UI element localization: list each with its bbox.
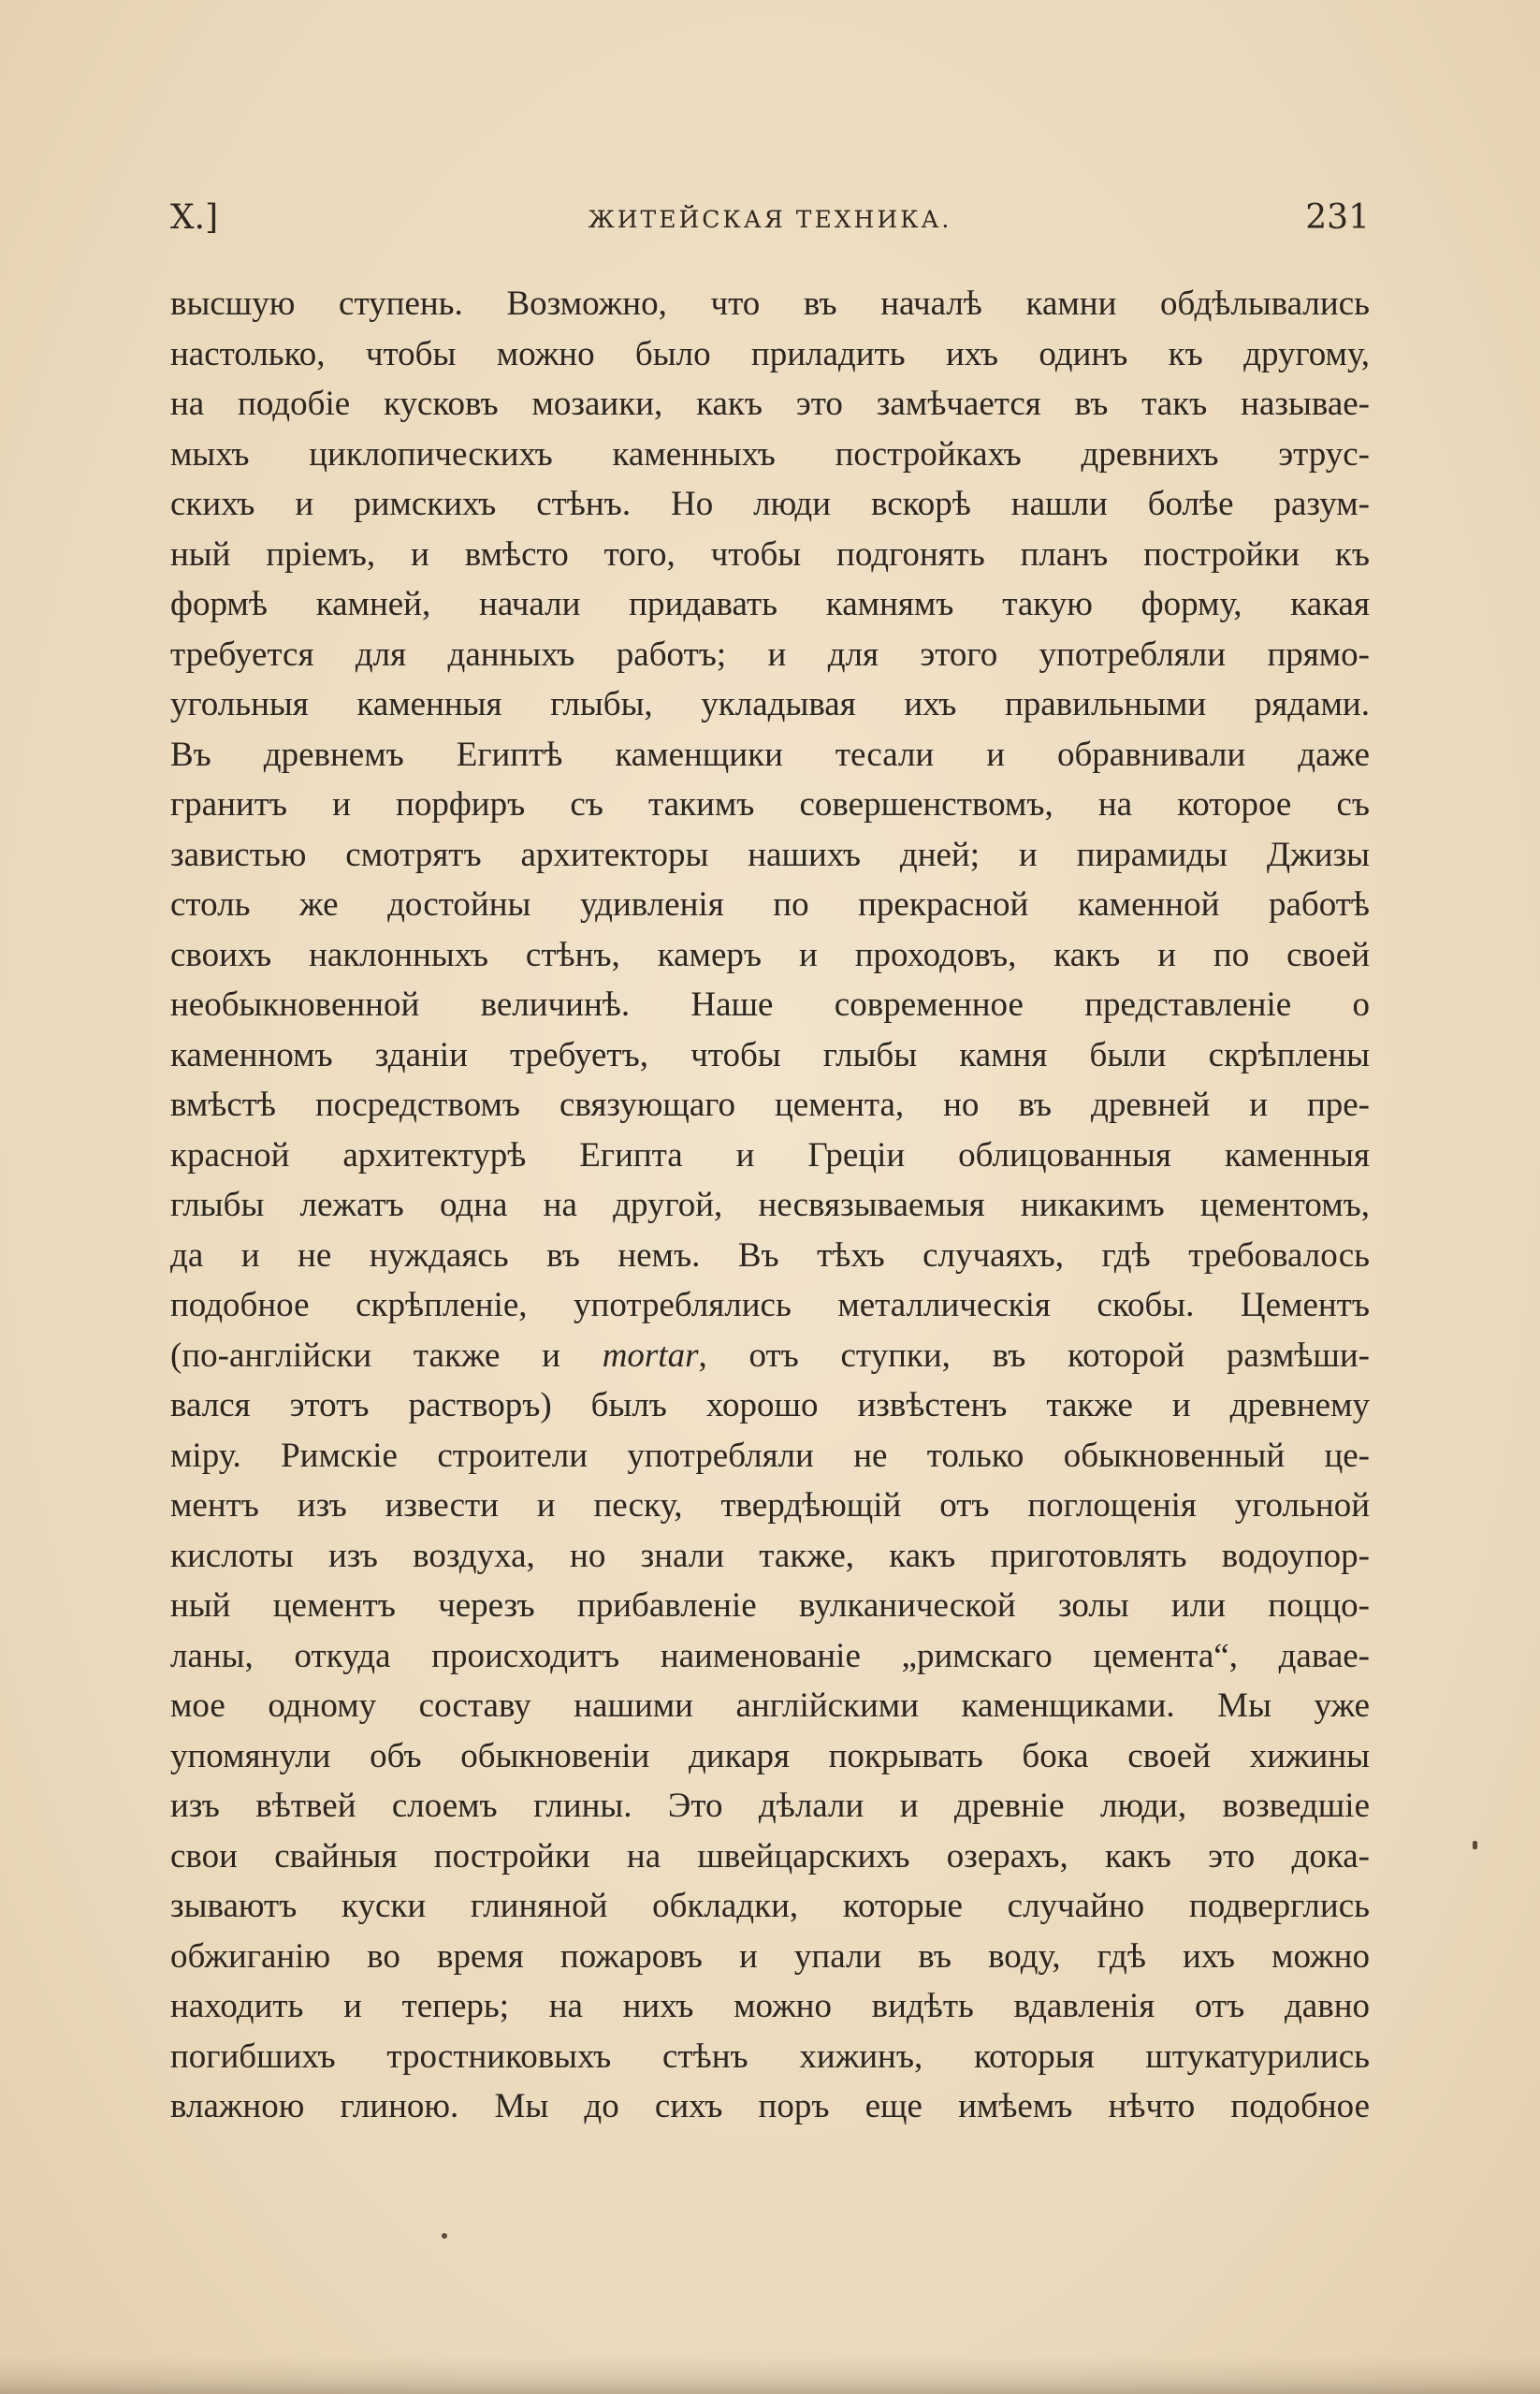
print-speck — [442, 2233, 447, 2239]
text-line: находить и теперь; на нихъ можно видѣть вдавленія отъ давно — [170, 1987, 1370, 2025]
text-line: каменномъ зданіи требуетъ, чтобы глыбы камня были скрѣплены — [170, 1035, 1370, 1074]
text-line: (по-англійски также и mortar, отъ ступки, въ которой размѣши- — [170, 1336, 1370, 1375]
text-line: обжиганію во время пожаровъ и упали въ воду, гдѣ ихъ можно — [170, 1936, 1370, 1976]
text-line: на подобіе кусковъ мозаики, какъ это замѣчается въ такъ называе- — [170, 385, 1370, 423]
text-line: ментъ изъ извести и песку, твердѣющій отъ поглощенія угольной — [170, 1486, 1370, 1525]
text-line: ный цементъ черезъ прибавленіе вулканической золы или поццо- — [170, 1586, 1370, 1625]
text-line: вмѣстѣ посредствомъ связующаго цемента, но въ древней и пре- — [170, 1086, 1370, 1124]
italic-term: mortar — [602, 1336, 699, 1375]
running-title: ЖИТЕЙСКАЯ ТЕХНИКА. — [588, 206, 952, 233]
text-line: подобное скрѣпленіе, употреблялись металлическія скобы. Цементъ — [170, 1286, 1370, 1324]
text-line: зываютъ куски глиняной обкладки, которые случайно подверглись — [170, 1887, 1370, 1925]
text-line: мое одному составу нашими англійскими каменщиками. Мы уже — [170, 1686, 1370, 1725]
text-line: высшую ступень. Возможно, что въ началѣ камни обдѣлывались — [170, 285, 1370, 323]
text-line: ный пріемъ, и вмѣсто того, чтобы подгонять планъ постройки къ — [170, 534, 1370, 574]
running-header — [170, 198, 1370, 245]
text-line: угольныя каменныя глыбы, укладывая ихъ правильными рядами. — [170, 685, 1370, 723]
print-speck — [1473, 1841, 1477, 1849]
text-line: погибшихъ тростниковыхъ стѣнъ хижинъ, которыя штукатурились — [170, 2036, 1370, 2076]
text-line: гранитъ и порфиръ съ такимъ совершенствомъ, на которое съ — [170, 785, 1370, 824]
text-line: красной архитектурѣ Египта и Греціи облицованныя каменныя — [170, 1135, 1370, 1175]
text-line: необыкновенной величинѣ. Наше современное представленіе о — [170, 985, 1370, 1024]
body-paragraph — [170, 279, 1370, 2132]
text-line: свои свайныя постройки на швейцарскихъ озерахъ, какъ это дока- — [170, 1836, 1370, 1876]
text-line: да и не нуждаясь въ немъ. Въ тѣхъ случаяхъ, гдѣ требовалось — [170, 1235, 1370, 1275]
text-line: влажною глиною. Мы до сихъ поръ еще имѣемъ нѣчто подобное — [170, 2087, 1370, 2125]
text-line: Въ древнемъ Египтѣ каменщики тесали и обравнивали даже — [170, 735, 1370, 774]
text-line: міру. Римскіе строители употребляли не только обыкновенный це- — [170, 1436, 1370, 1475]
text-line: скихъ и римскихъ стѣнъ. Но люди вскорѣ нашли болѣе разум- — [170, 485, 1370, 523]
text-line: завистью смотрятъ архитекторы нашихъ дней; и пирамиды Джизы — [170, 835, 1370, 874]
page-edge-shadow — [0, 2357, 1540, 2394]
text-line: вался этотъ растворъ) былъ хорошо извѣстенъ также и древнему — [170, 1386, 1370, 1424]
text-line: кислоты изъ воздуха, но знали также, какъ приготовлять водоупор- — [170, 1536, 1370, 1575]
page-number: 231 — [1305, 198, 1370, 237]
text-line: своихъ наклонныхъ стѣнъ, камеръ и проходовъ, какъ и по своей — [170, 935, 1370, 974]
text-line: настолько, чтобы можно было приладить ихъ одинъ къ другому, — [170, 334, 1370, 373]
text-line: изъ вѣтвей слоемъ глины. Это дѣлали и древніе люди, возведшіе — [170, 1787, 1370, 1825]
text-line: требуется для данныхъ работъ; и для этого употребляли прямо- — [170, 635, 1370, 674]
chapter-marker: X.] — [170, 198, 219, 237]
text-line: формѣ камней, начали придавать камнямъ такую форму, какая — [170, 585, 1370, 623]
text-line: глыбы лежатъ одна на другой, несвязываемыя никакимъ цементомъ, — [170, 1186, 1370, 1224]
text-line: мыхъ циклопическихъ каменныхъ постройкахъ древнихъ этрус- — [170, 434, 1370, 474]
text-line: упомянули объ обыкновеніи дикаря покрывать бока своей хижины — [170, 1736, 1370, 1775]
text-line: ланы, откуда происходитъ наименованіе „римскаго цемента“, давае- — [170, 1636, 1370, 1675]
text-line: столь же достойны удивленія по прекрасной каменной работѣ — [170, 885, 1370, 924]
